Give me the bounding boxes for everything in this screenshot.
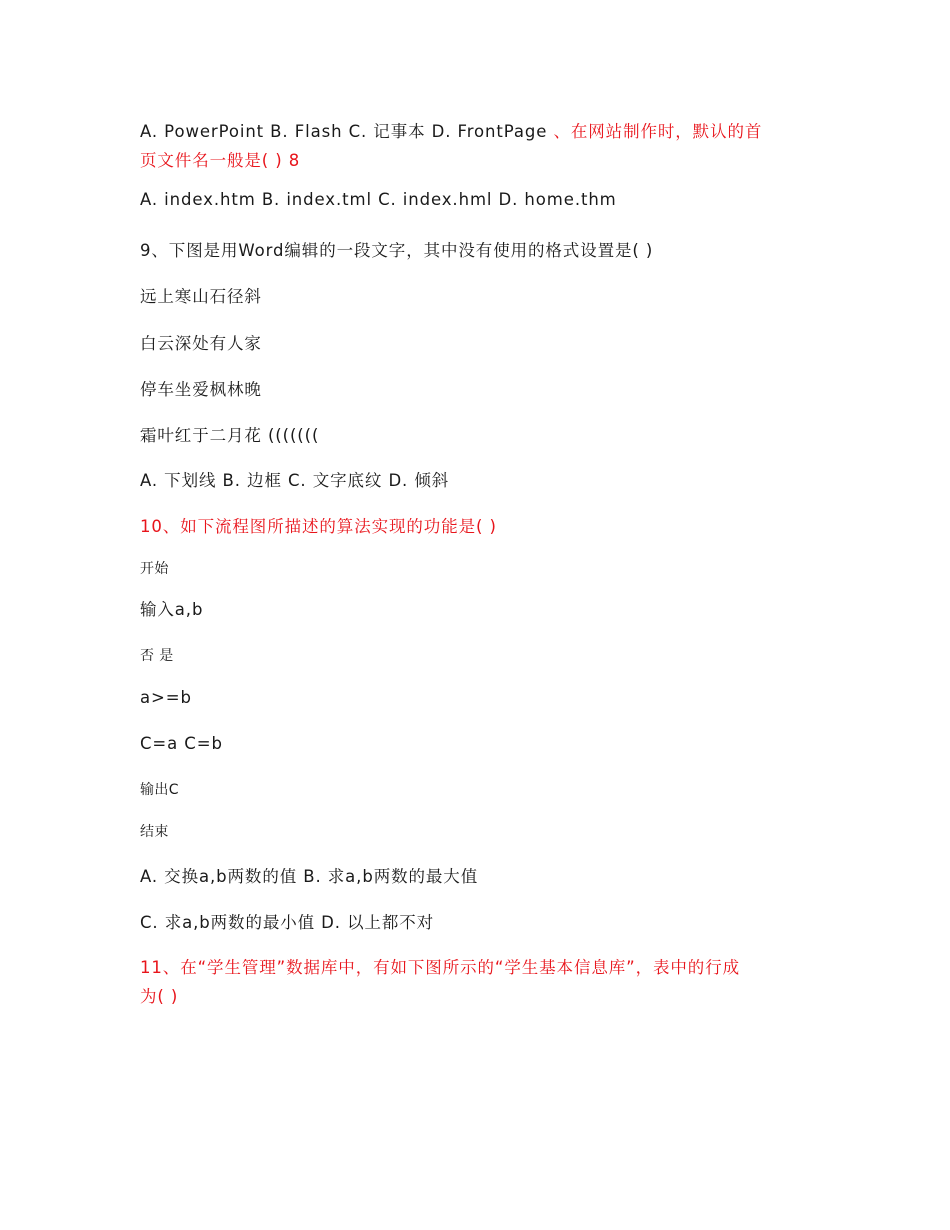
q8-options-text: A. PowerPoint B. Flash C. 记事本 D. FrontPage [140, 122, 548, 141]
flowchart-input: 输入a,b [140, 600, 204, 619]
poem-line-4: 霜叶红于二月花 ((((((( [140, 426, 320, 445]
flowchart-start: 开始 [140, 561, 169, 577]
q12-question-continuation: 为( ) [140, 987, 179, 1006]
q10-options: A. 下划线 B. 边框 C. 文字底纹 D. 倾斜 [140, 471, 450, 490]
poem-line-3: 停车坐爱枫林晚 [140, 380, 262, 399]
flowchart-output: 输出C [140, 782, 179, 798]
q11-options-ab: A. 交换a,b两数的值 B. 求a,b两数的最大值 [140, 867, 479, 886]
poem-line-1: 远上寒山石径斜 [140, 287, 262, 306]
q9-question-start: 、在网站制作时，默认的首 [553, 122, 763, 141]
q9-options: A. index.htm B. index.tml C. index.hml D. home.thm [140, 190, 617, 209]
q8-options-line [140, 118, 762, 142]
poem-line-2: 白云深处有人家 [140, 334, 262, 353]
q9-question-continuation: 页文件名一般是( ) 8 [140, 151, 301, 170]
flowchart-condition: a>=b [140, 688, 192, 707]
q12-question: 11、在“学生管理”数据库中，有如下图所示的“学生基本信息库”，表中的行成 [140, 958, 740, 977]
q10-question: 9、下图是用Word编辑的一段文字，其中没有使用的格式设置是( ) [140, 241, 654, 260]
flowchart-assignments: C=a C=b [140, 734, 223, 753]
q11-options-cd: C. 求a,b两数的最小值 D. 以上都不对 [140, 913, 435, 932]
flowchart-branch-labels: 否 是 [140, 648, 174, 664]
flowchart-end: 结束 [140, 824, 169, 840]
q11-question: 10、如下流程图所描述的算法实现的功能是( ) [140, 517, 497, 536]
